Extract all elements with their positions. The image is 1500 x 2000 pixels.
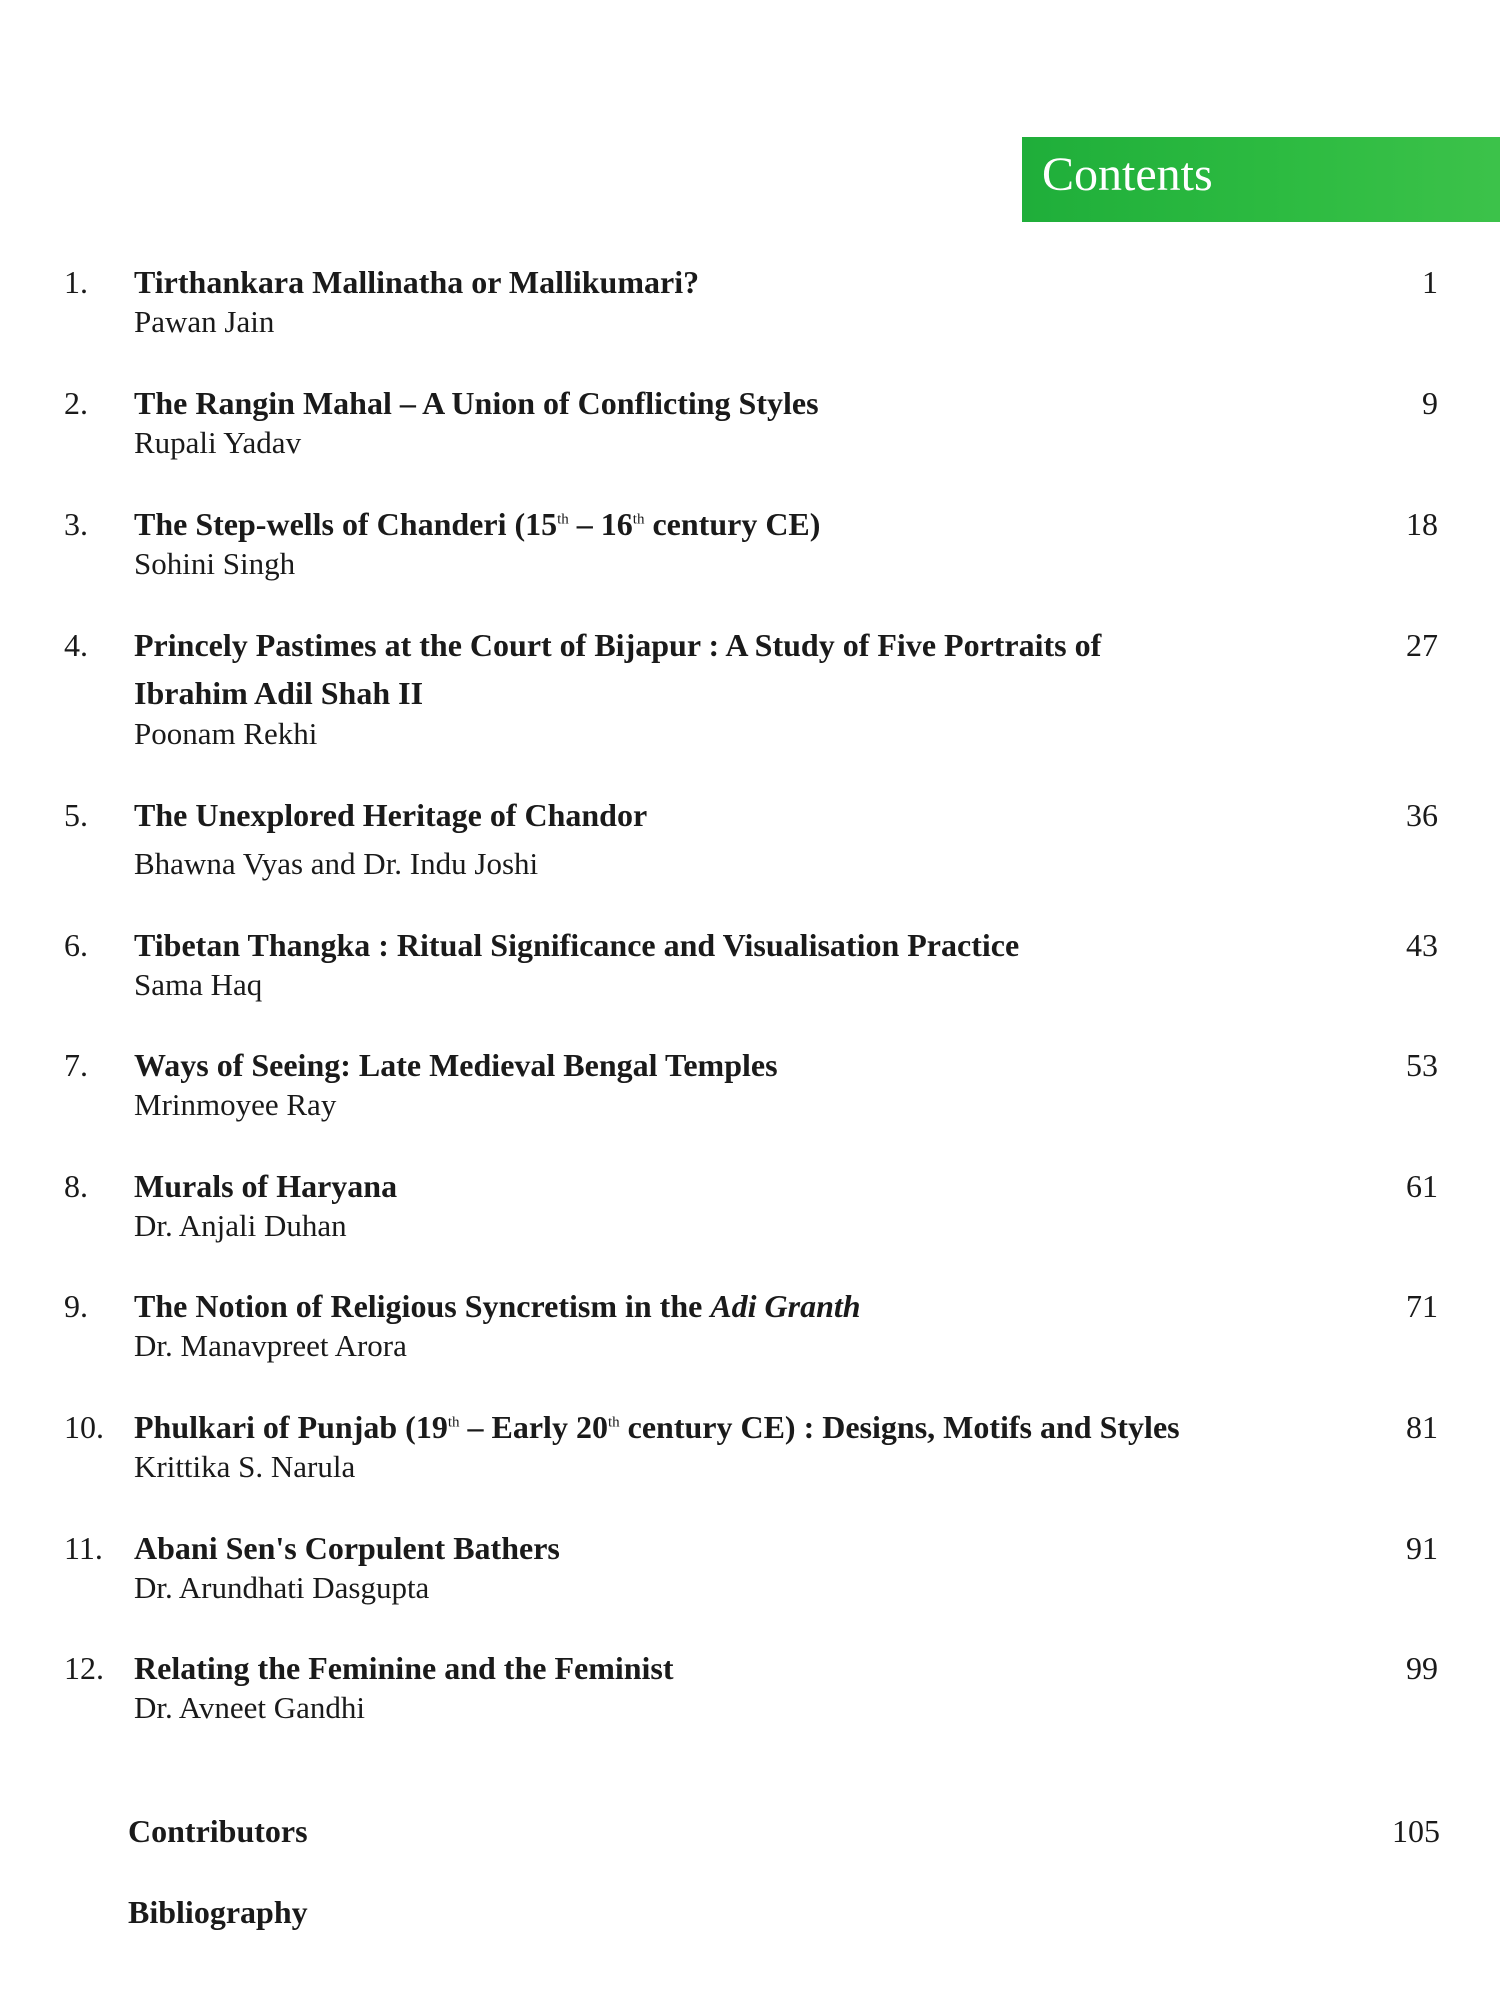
entry-title-line-1[interactable]: Princely Pastimes at the Court of Bijapur : A Study of Five Portraits of [134,627,1102,663]
entry-number: 12. [64,1650,104,1686]
entry-author: Bhawna Vyas and Dr. Indu Joshi [134,846,539,881]
entry-title-part: The Notion of Religious Syncretism in the [134,1288,711,1324]
entry-title[interactable] [134,500,1314,548]
entry-page-number[interactable]: 9 [1422,385,1438,421]
entry-number: 3. [64,506,88,542]
entry-title-part: century CE) [644,506,821,542]
entry-author: Sama Haq [134,967,263,1002]
entry-author: Poonam Rekhi [134,716,318,751]
entry-page-number[interactable]: 81 [1406,1409,1438,1445]
entry-title[interactable] [134,1403,1314,1451]
entry-title-line-2[interactable]: Ibrahim Adil Shah II [134,675,424,711]
entry-title-part: Phulkari of Punjab (19 [134,1409,448,1445]
entry-page-number[interactable]: 53 [1406,1047,1438,1083]
entry-title-part: – 16 [568,506,633,542]
entry-title[interactable]: Tibetan Thangka : Ritual Significance and Visualisation Practice [134,927,1020,963]
entry-page-number[interactable]: 91 [1406,1530,1438,1566]
entry-number: 2. [64,385,88,421]
contributors-label[interactable]: Contributors [128,1813,308,1849]
entry-number: 9. [64,1288,88,1324]
entry-title[interactable]: Tirthankara Mallinatha or Mallikumari? [134,264,700,300]
entry-page-number[interactable]: 18 [1406,506,1438,542]
entry-page-number[interactable]: 43 [1406,927,1438,963]
entry-author: Sohini Singh [134,546,296,581]
entry-author: Dr. Avneet Gandhi [134,1690,366,1725]
entry-author: Rupali Yadav [134,425,302,460]
entry-author: Dr. Anjali Duhan [134,1208,347,1243]
entry-page-number[interactable]: 27 [1406,627,1438,663]
entry-number: 1. [64,264,88,300]
entry-author: Mrinmoyee Ray [134,1087,337,1122]
entry-title[interactable]: Relating the Feminine and the Feminist [134,1650,674,1686]
entry-number: 4. [64,627,88,663]
entry-number: 7. [64,1047,88,1083]
ordinal-suffix: th [632,511,645,528]
entry-number: 5. [64,797,88,833]
entry-number: 10. [64,1409,104,1445]
entry-title[interactable] [134,1282,1314,1330]
entry-page-number[interactable]: 1 [1422,264,1438,300]
entry-title-part: The Step-wells of Chanderi (15 [134,506,558,542]
entry-page-number[interactable]: 71 [1406,1288,1438,1324]
entry-author: Pawan Jain [134,304,275,339]
entry-number: 8. [64,1168,88,1204]
entry-number: 11. [64,1530,103,1566]
entry-title-italic: Adi Granth [710,1288,861,1324]
entry-author: Krittika S. Narula [134,1449,356,1484]
ordinal-suffix: th [557,511,569,528]
contents-banner [1022,137,1500,222]
entry-number: 6. [64,927,88,963]
entry-page-number[interactable]: 99 [1406,1650,1438,1686]
entry-title[interactable]: The Unexplored Heritage of Chandor [134,797,648,833]
entry-author: Dr. Arundhati Dasgupta [134,1570,430,1605]
ordinal-suffix: th [607,1414,620,1431]
entry-title-part: – Early 20 [459,1409,608,1445]
entry-title[interactable]: Abani Sen's Corpulent Bathers [134,1530,560,1566]
entry-author: Dr. Manavpreet Arora [134,1328,407,1363]
page-title: Contents [1042,148,1213,201]
ordinal-suffix: th [447,1414,460,1431]
entry-title-part: century CE) : Designs, Motifs and Styles [619,1409,1180,1445]
contributors-page-number[interactable]: 105 [1392,1813,1440,1849]
entry-page-number[interactable]: 61 [1406,1168,1438,1204]
entry-page-number[interactable]: 36 [1406,797,1438,833]
entry-title[interactable]: Ways of Seeing: Late Medieval Bengal Temples [134,1047,778,1083]
entry-title[interactable]: The Rangin Mahal – A Union of Conflicting Styles [134,385,819,421]
entry-title[interactable]: Murals of Haryana [134,1168,398,1204]
bibliography-label[interactable]: Bibliography [128,1894,308,1930]
